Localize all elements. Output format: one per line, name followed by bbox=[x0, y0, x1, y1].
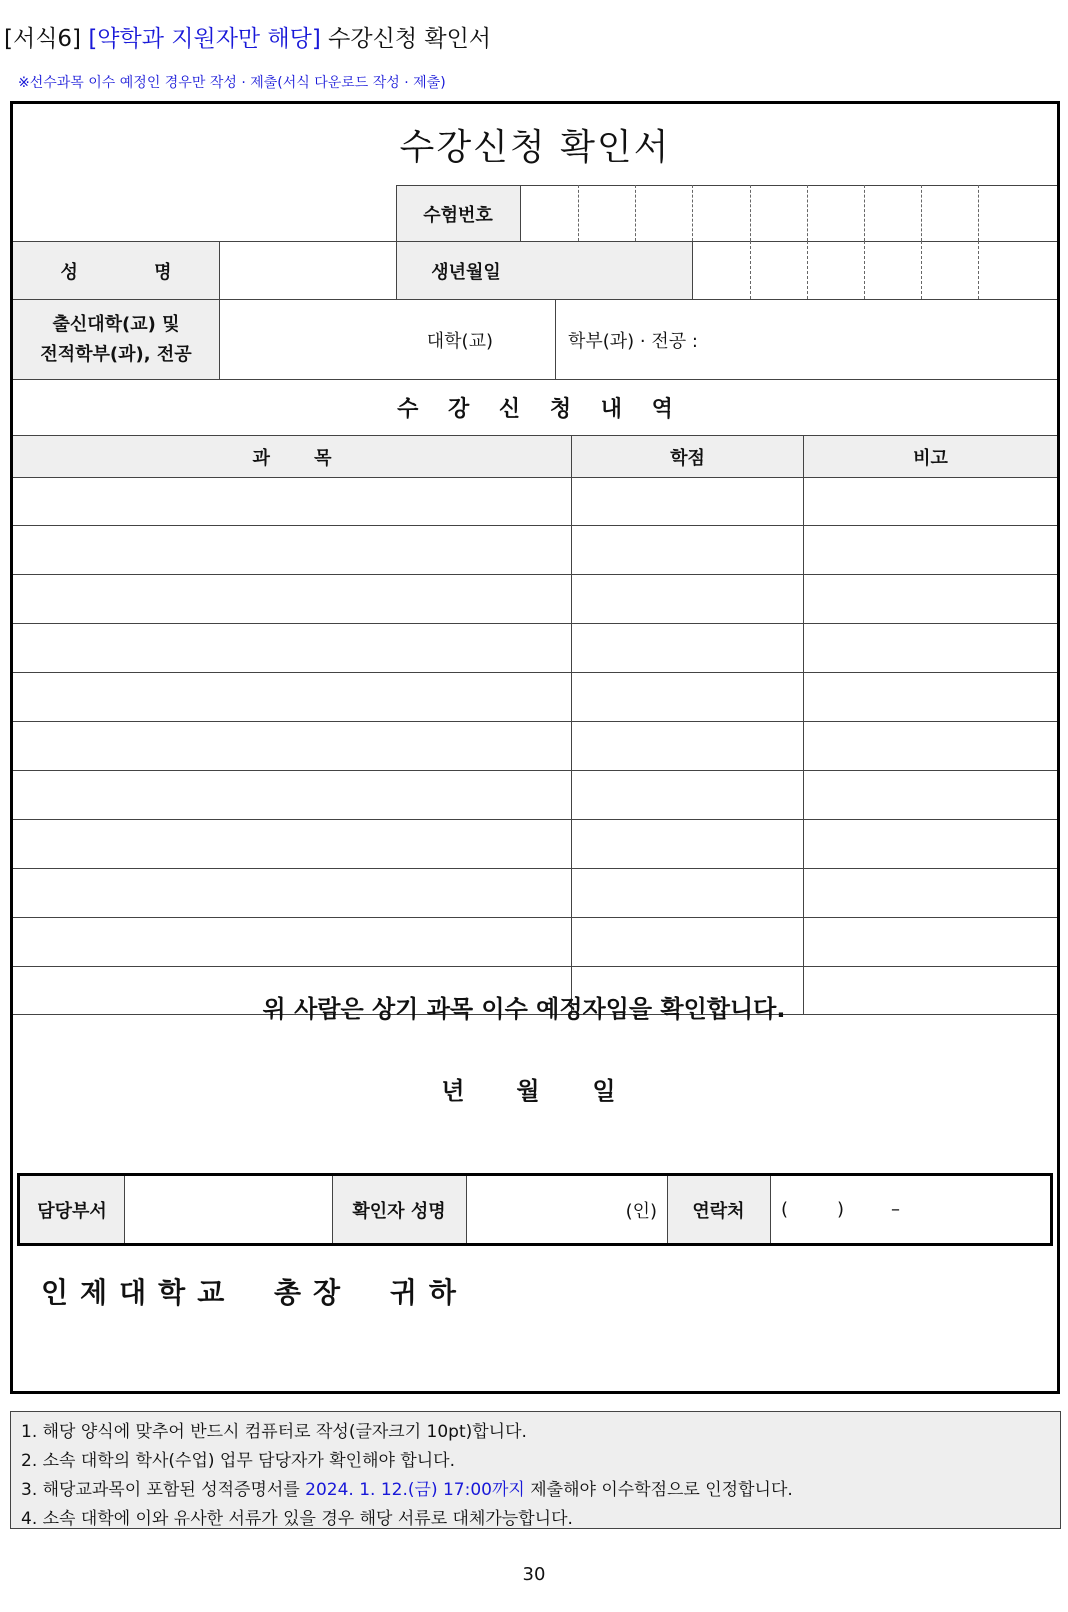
birth-label: 생년월일 bbox=[431, 261, 501, 283]
seal-mark: (인) bbox=[625, 1200, 657, 1222]
confirm-statement: 위 사람은 상기 과목 이수 예정자임을 확인합니다. bbox=[262, 994, 786, 1023]
instruction-2: 2. 소속 대학의 학사(수업) 업무 담당자가 확인해야 합니다. bbox=[21, 1451, 455, 1471]
contact-label: 연락처 bbox=[692, 1200, 745, 1222]
instruction-3-deadline: 2024. 1. 12.(금) 17:00까지 bbox=[305, 1480, 525, 1500]
univ-field[interactable] bbox=[220, 300, 555, 380]
name-field[interactable] bbox=[220, 242, 396, 299]
instruction-3-post: 제출해야 이수학점으로 인정합니다. bbox=[524, 1480, 793, 1500]
phone-open: ( bbox=[781, 1199, 789, 1220]
col-remark: 비고 bbox=[913, 447, 948, 469]
instruction-1: 1. 해당 양식에 맞추어 반드시 컴퓨터로 작성(글자크기 10pt)합니다. bbox=[21, 1422, 527, 1442]
date-year: 년 bbox=[441, 1076, 465, 1105]
date-day: 일 bbox=[592, 1076, 616, 1105]
form-doc-name: 수강신청 확인서 bbox=[328, 26, 492, 52]
school-label-line1: 출신대학(교) 및 bbox=[52, 314, 180, 335]
confirmer-name-label: 확인자 성명 bbox=[352, 1200, 446, 1222]
school-label-line2: 전적학부(과), 전공 bbox=[40, 344, 192, 365]
dept-field[interactable] bbox=[556, 300, 1057, 380]
instructions-box bbox=[10, 1411, 1061, 1529]
instruction-4: 4. 소속 대학에 이와 유사한 서류가 있을 경우 해당 서류로 대체가능합니다. bbox=[21, 1509, 573, 1529]
form-header bbox=[4, 20, 491, 53]
instruction-3 bbox=[21, 1475, 793, 1500]
dept-in-charge-label: 담당부서 bbox=[37, 1200, 107, 1222]
col-credit: 학점 bbox=[670, 447, 705, 469]
date-month: 월 bbox=[516, 1076, 540, 1105]
contact-field[interactable] bbox=[771, 1176, 1051, 1243]
birth-field[interactable] bbox=[693, 242, 1057, 299]
dept-label: 학부(과) · 전공 : bbox=[568, 331, 698, 352]
form-note: ※선수과목 이수 예정인 경우만 작성 · 제출(서식 다운로드 작성 · 제출) bbox=[18, 75, 446, 91]
form-target: [약학과 지원자만 해당] bbox=[88, 26, 321, 52]
col-subject: 과 목 bbox=[252, 447, 332, 469]
dept-in-charge-field[interactable] bbox=[125, 1176, 332, 1243]
addressee: 인제대학교 총장 귀하 bbox=[41, 1276, 468, 1309]
phone-dash: – bbox=[891, 1199, 900, 1220]
section-title: 수 강 신 청 내 역 bbox=[397, 397, 673, 422]
instruction-3-pre: 3. 해당교과목이 포함된 성적증명서를 bbox=[21, 1480, 306, 1500]
exam-no-field[interactable] bbox=[521, 186, 1057, 241]
page-number: 30 bbox=[522, 1564, 546, 1585]
name-label: 성 명 bbox=[60, 261, 172, 283]
signoff-table bbox=[17, 1173, 1053, 1246]
form-title: 수강신청 확인서 bbox=[399, 127, 671, 168]
univ-suffix: 대학(교) bbox=[426, 331, 493, 352]
school-label bbox=[13, 300, 219, 380]
course-rows[interactable] bbox=[13, 478, 1057, 1014]
exam-no-label: 수험번호 bbox=[423, 204, 493, 226]
phone-close: ) bbox=[837, 1199, 845, 1220]
form-number: [서식6] bbox=[4, 26, 82, 52]
confirmer-name-field[interactable] bbox=[467, 1176, 667, 1243]
